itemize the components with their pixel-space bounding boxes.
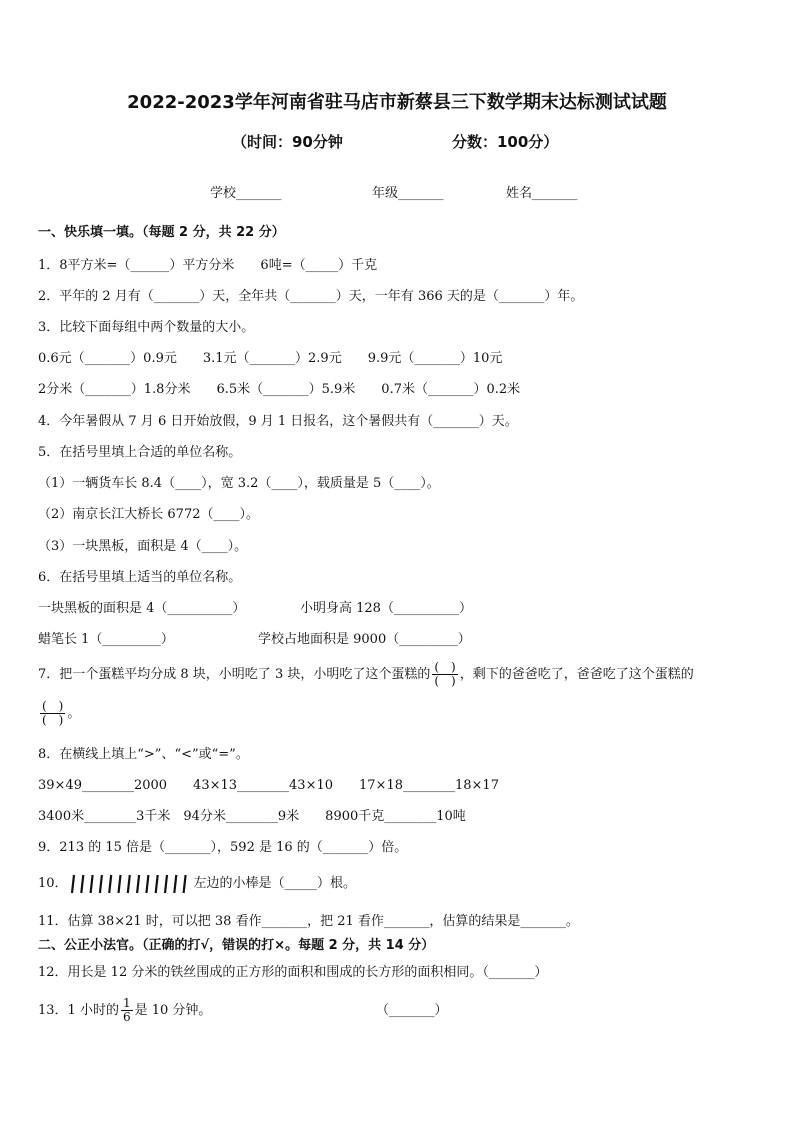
question-13-answer-blank: （_______） (376, 1003, 448, 1018)
stick-2 (81, 875, 83, 893)
question-8-row-1: 39×49________2000 43×13________43×10 17×18________18×17 (38, 778, 499, 793)
stick-13 (183, 875, 185, 893)
question-7-text-2: ，剩下的爸爸吃了，爸爸吃了这个蛋糕的 (459, 667, 694, 682)
question-13-text-2: 是 10 分钟。 (134, 1003, 212, 1018)
stick-10 (155, 875, 157, 893)
question-1: 1．8平方米=（______）平方分米 6吨=（_____）千克 (38, 258, 378, 273)
question-10-text: 左边的小棒是（_____）根。 (193, 876, 357, 891)
question-13 (38, 996, 211, 1026)
stick-7 (127, 875, 129, 893)
grade-field: 年级_______ (372, 186, 444, 201)
question-3: 3．比较下面每组中两个数量的大小。 (38, 320, 255, 335)
fraction-blank-1: ( ) ( ) (434, 660, 456, 688)
question-3-row-2: 2分米（_______）1.8分米 6.5米（_______）5.9米 0.7米（_______）0.2米 (38, 382, 521, 397)
question-13-text-1: 13．1 小时的 (38, 1003, 119, 1018)
question-4: 4．今年暑假从 7 月 6 日开始放假，9 月 1 日报名，这个暑假共有（_______）天。 (38, 414, 518, 429)
question-5-part-3: （3）一块黑板，面积是 4（____）。 (38, 539, 248, 554)
sticks-image (68, 873, 192, 895)
stick-9 (146, 875, 148, 893)
question-7 (38, 661, 694, 688)
question-7-text-1: 7．把一个蛋糕平均分成 8 块，小明吃了 3 块，小明吃了这个蛋糕的 (38, 667, 431, 682)
question-5-part-2: （2）南京长江大桥长 6772（____）。 (38, 507, 259, 522)
fraction-one-sixth: $\frac{1}{6}$ (122, 996, 131, 1024)
section-2-heading: 二、公正小法官。（正确的打√，错误的打×。每题 2 分，共 14 分） (38, 938, 435, 953)
stick-11 (165, 875, 167, 893)
question-7-text-3: 。 (67, 706, 81, 721)
question-5-part-1: （1）一辆货车长 8.4（____），宽 3.2（____），载质量是 5（____）。 (38, 476, 440, 491)
stick-5 (109, 875, 111, 893)
exam-score: 分数：100分） (452, 133, 559, 151)
question-6-item-3: 蜡笔长 1（_________） (38, 632, 174, 647)
stick-8 (137, 875, 139, 893)
page-title: 2022-2023学年河南省驻马店市新蔡县三下数学期末达标测试试题 (127, 92, 667, 113)
question-3-row-1: 0.6元（_______）0.9元 3.1元（_______）2.9元 9.9元（_______）10元 (38, 351, 503, 366)
stick-4 (99, 875, 101, 893)
stick-12 (174, 875, 176, 893)
stick-6 (118, 875, 120, 893)
stick-1 (72, 875, 74, 893)
name-field: 姓名_______ (506, 186, 578, 201)
question-10 (38, 872, 356, 896)
question-8-row-2: 3400米________3千米 94分米________9米 8900千克________10吨 (38, 809, 466, 824)
question-6: 6．在括号里填上适当的单位名称。 (38, 570, 242, 585)
section-1-heading: 一、快乐填一填。（每题 2 分，共 22 分） (38, 225, 285, 240)
question-7-continued (38, 700, 80, 727)
question-6-item-2: 小明身高 128（__________） (300, 601, 472, 616)
exam-time: （时间：90分钟 (232, 133, 343, 151)
question-5: 5．在括号里填上合适的单位名称。 (38, 445, 242, 460)
question-12: 12．用长是 12 分米的铁丝围成的正方形的面积和围成的长方形的面积相同。（_______） (38, 965, 548, 980)
school-field: 学校_______ (210, 186, 282, 201)
question-10-number: 10． (38, 876, 68, 891)
question-2: 2．平年的 2 月有（_______）天，全年共（_______）天，一年有 366 天的是（_______）年。 (38, 289, 584, 304)
question-6-item-1: 一块黑板的面积是 4（__________） (38, 601, 246, 616)
stick-3 (90, 875, 92, 893)
question-8: 8．在横线上填上“>”、“<”或“=”。 (38, 747, 249, 762)
question-11: 11．估算 38×21 时，可以把 38 看作_______，把 21 看作_______，估算的结果是_______。 (38, 914, 579, 929)
fraction-blank-2: ( ) ( ) (42, 699, 64, 727)
question-6-item-4: 学校占地面积是 9000（_________） (258, 632, 471, 647)
question-9: 9．213 的 15 倍是（_______），592 是 16 的（_______）倍。 (38, 840, 408, 855)
